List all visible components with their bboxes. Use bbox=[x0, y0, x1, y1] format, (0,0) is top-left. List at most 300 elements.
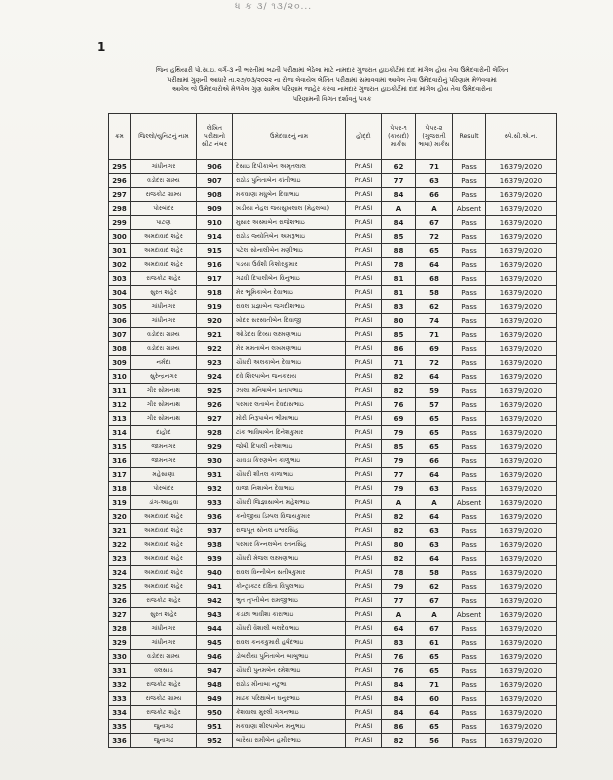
cell-district: અમદાવાદ શહેર bbox=[131, 510, 197, 524]
cell-no: 310 bbox=[109, 370, 131, 384]
cell-paper1: 78 bbox=[382, 566, 416, 580]
cell-no: 324 bbox=[109, 566, 131, 580]
cell-advt: 16379/2020 bbox=[486, 496, 557, 510]
table-row bbox=[109, 160, 557, 174]
table-row bbox=[109, 468, 557, 482]
cell-result: Pass bbox=[453, 552, 486, 566]
cell-result: Pass bbox=[453, 384, 486, 398]
cell-paper2: 61 bbox=[416, 636, 453, 650]
cell-district: રાજકોટ શહેર bbox=[131, 706, 197, 720]
cell-district: સુરેન્દ્રનગર bbox=[131, 370, 197, 384]
cell-post: Pr.ASI bbox=[346, 328, 382, 342]
cell-paper2: 71 bbox=[416, 328, 453, 342]
cell-paper1: 82 bbox=[382, 510, 416, 524]
cell-result: Pass bbox=[453, 328, 486, 342]
cell-post: Pr.ASI bbox=[346, 398, 382, 412]
cell-paper1: A bbox=[382, 496, 416, 510]
cell-result: Pass bbox=[453, 286, 486, 300]
cell-advt: 16379/2020 bbox=[486, 174, 557, 188]
cell-seat: 937 bbox=[197, 524, 233, 538]
cell-advt: 16379/2020 bbox=[486, 566, 557, 580]
cell-district: મહેસાણા bbox=[131, 468, 197, 482]
col-header-result: Result bbox=[453, 114, 486, 160]
cell-paper2: 64 bbox=[416, 552, 453, 566]
cell-district: રાજકોટ ગ્રામ્ય bbox=[131, 188, 197, 202]
cell-result: Pass bbox=[453, 692, 486, 706]
table-row bbox=[109, 216, 557, 230]
cell-name: કડછા ભાવીશા કારાભાઇ bbox=[233, 608, 346, 622]
cell-paper2: 60 bbox=[416, 692, 453, 706]
cell-post: Pr.ASI bbox=[346, 468, 382, 482]
cell-result: Pass bbox=[453, 524, 486, 538]
cell-paper2: 72 bbox=[416, 356, 453, 370]
table-row bbox=[109, 720, 557, 734]
cell-result: Pass bbox=[453, 566, 486, 580]
cell-post: Pr.ASI bbox=[346, 692, 382, 706]
cell-district: દાહોદ bbox=[131, 426, 197, 440]
table-row bbox=[109, 496, 557, 510]
header-line: પરીક્ષામાં ગુણની આધારે તા.૨૭/૦૩/૨૦૨૨ ના રોજ લેવાયેલ લેખિત પરીક્ષામાં સમાવવામાં આવેલ તેવા ઉમેદવારોનું પરિણામ મેળવવામાં bbox=[167, 75, 497, 84]
cell-no: 309 bbox=[109, 356, 131, 370]
cell-advt: 16379/2020 bbox=[486, 524, 557, 538]
cell-name: જોષી દિપાલી નરેશભાઇ bbox=[233, 440, 346, 454]
cell-paper1: 79 bbox=[382, 482, 416, 496]
header-line: આવેલ જે ઉમેદવારોએ મેળવેલ ગુણ સામેલ પરિણામ જાહેર કરવા નામદાર ગુજરાત હાઇકોર્ટમાં દાદ માંગેલ હોય તેવા ઉમેદવારોના bbox=[171, 85, 493, 93]
cell-paper1: 81 bbox=[382, 286, 416, 300]
cell-advt: 16379/2020 bbox=[486, 664, 557, 678]
cell-advt: 16379/2020 bbox=[486, 510, 557, 524]
table-row bbox=[109, 314, 557, 328]
cell-paper2: A bbox=[416, 202, 453, 216]
cell-seat: 941 bbox=[197, 580, 233, 594]
cell-no: 331 bbox=[109, 664, 131, 678]
results-table bbox=[108, 113, 557, 748]
table-row bbox=[109, 734, 557, 748]
cell-advt: 16379/2020 bbox=[486, 286, 557, 300]
cell-post: Pr.ASI bbox=[346, 300, 382, 314]
col-header-paper2: પેપર-૨ (ગુજરાતી ભાષા) માર્કસ bbox=[416, 114, 453, 160]
cell-result: Pass bbox=[453, 426, 486, 440]
cell-post: Pr.ASI bbox=[346, 202, 382, 216]
cell-post: Pr.ASI bbox=[346, 678, 382, 692]
cell-seat: 907 bbox=[197, 174, 233, 188]
cell-seat: 917 bbox=[197, 272, 233, 286]
cell-district: સુરત શહેર bbox=[131, 286, 197, 300]
cell-advt: 16379/2020 bbox=[486, 160, 557, 174]
cell-district: ગાંધીનગર bbox=[131, 636, 197, 650]
cell-advt: 16379/2020 bbox=[486, 412, 557, 426]
cell-post: Pr.ASI bbox=[346, 216, 382, 230]
cell-district: અમદાવાદ શહેર bbox=[131, 244, 197, 258]
cell-no: 304 bbox=[109, 286, 131, 300]
cell-no: 322 bbox=[109, 538, 131, 552]
cell-no: 300 bbox=[109, 230, 131, 244]
table-row bbox=[109, 622, 557, 636]
cell-post: Pr.ASI bbox=[346, 356, 382, 370]
table-row bbox=[109, 370, 557, 384]
table-row bbox=[109, 678, 557, 692]
cell-post: Pr.ASI bbox=[346, 496, 382, 510]
cell-seat: 921 bbox=[197, 328, 233, 342]
cell-name: ઓડેદરા દિવ્યા લક્ષ્મણભાઇ bbox=[233, 328, 346, 342]
cell-paper1: 86 bbox=[382, 720, 416, 734]
cell-advt: 16379/2020 bbox=[486, 538, 557, 552]
cell-paper1: 84 bbox=[382, 188, 416, 202]
cell-name: પરમાર કિન્નલબેન રતનસિંહ bbox=[233, 538, 346, 552]
table-row bbox=[109, 524, 557, 538]
cell-district: વડોદરા ગ્રામ્ય bbox=[131, 174, 197, 188]
col-header-no: ક્રમ bbox=[109, 114, 131, 160]
cell-advt: 16379/2020 bbox=[486, 342, 557, 356]
top-fragment: ધ ક ૩/ ૧૩/૨૦... bbox=[235, 2, 313, 12]
table-row bbox=[109, 454, 557, 468]
cell-post: Pr.ASI bbox=[346, 594, 382, 608]
cell-paper2: 67 bbox=[416, 216, 453, 230]
cell-no: 305 bbox=[109, 300, 131, 314]
cell-paper1: 77 bbox=[382, 174, 416, 188]
cell-name: ડોબરીયા પુનિતાબેન બાબુભાઇ bbox=[233, 650, 346, 664]
cell-advt: 16379/2020 bbox=[486, 244, 557, 258]
cell-advt: 16379/2020 bbox=[486, 356, 557, 370]
cell-paper2: 63 bbox=[416, 524, 453, 538]
cell-paper2: 65 bbox=[416, 244, 453, 258]
cell-paper1: 69 bbox=[382, 412, 416, 426]
cell-result: Pass bbox=[453, 580, 486, 594]
cell-post: Pr.ASI bbox=[346, 188, 382, 202]
cell-paper1: 84 bbox=[382, 692, 416, 706]
cell-paper2: 63 bbox=[416, 538, 453, 552]
cell-seat: 945 bbox=[197, 636, 233, 650]
cell-paper1: 84 bbox=[382, 216, 416, 230]
cell-paper2: 57 bbox=[416, 398, 453, 412]
cell-paper2: A bbox=[416, 608, 453, 622]
cell-advt: 16379/2020 bbox=[486, 384, 557, 398]
cell-result: Pass bbox=[453, 454, 486, 468]
cell-district: ગાંધીનગર bbox=[131, 622, 197, 636]
cell-paper1: 82 bbox=[382, 384, 416, 398]
cell-paper2: 64 bbox=[416, 468, 453, 482]
cell-advt: 16379/2020 bbox=[486, 258, 557, 272]
cell-name: પરમાર લતાબેન દેવદાસભાઇ bbox=[233, 398, 346, 412]
cell-result: Pass bbox=[453, 412, 486, 426]
cell-no: 334 bbox=[109, 706, 131, 720]
cell-post: Pr.ASI bbox=[346, 538, 382, 552]
cell-name: ચૌધરી વૈશાલી બલદેવભાઇ bbox=[233, 622, 346, 636]
page-mark: 1 bbox=[97, 40, 106, 54]
cell-seat: 948 bbox=[197, 678, 233, 692]
cell-result: Pass bbox=[453, 734, 486, 748]
cell-seat: 908 bbox=[197, 188, 233, 202]
cell-seat: 928 bbox=[197, 426, 233, 440]
cell-paper1: 64 bbox=[382, 622, 416, 636]
cell-paper2: 66 bbox=[416, 188, 453, 202]
cell-post: Pr.ASI bbox=[346, 734, 382, 748]
table-row bbox=[109, 384, 557, 398]
header-line: જિન હથિયારી પો.સ.ઇ. વર્ગ-૩ ની ભરતીમાં બઢતી પરીક્ષામાં બેઠેલા માટે નામદાર ગુજરાત હાઇકોર્ટમાં દાદ માંગેલ હોય તેવા ઉમેદવારોની લેખિત bbox=[155, 66, 509, 74]
cell-name: પટેલ સોનાલીબેન મણીભાઇ bbox=[233, 244, 346, 258]
cell-paper1: 79 bbox=[382, 426, 416, 440]
cell-result: Pass bbox=[453, 720, 486, 734]
cell-name: મેર ભૂમિકાબેન દેવાભાઇ bbox=[233, 286, 346, 300]
cell-no: 295 bbox=[109, 160, 131, 174]
cell-district: ગીર સોમનાથ bbox=[131, 398, 197, 412]
cell-no: 325 bbox=[109, 580, 131, 594]
cell-paper1: 78 bbox=[382, 258, 416, 272]
cell-advt: 16379/2020 bbox=[486, 482, 557, 496]
cell-seat: 919 bbox=[197, 300, 233, 314]
table-row bbox=[109, 286, 557, 300]
cell-paper1: 82 bbox=[382, 524, 416, 538]
cell-paper2: 65 bbox=[416, 720, 453, 734]
cell-seat: 946 bbox=[197, 650, 233, 664]
cell-paper2: 64 bbox=[416, 510, 453, 524]
cell-paper2: 68 bbox=[416, 272, 453, 286]
cell-paper1: 82 bbox=[382, 552, 416, 566]
cell-seat: 943 bbox=[197, 608, 233, 622]
cell-post: Pr.ASI bbox=[346, 160, 382, 174]
cell-advt: 16379/2020 bbox=[486, 552, 557, 566]
cell-district: અમદાવાદ શહેર bbox=[131, 538, 197, 552]
cell-seat: 950 bbox=[197, 706, 233, 720]
cell-paper2: 65 bbox=[416, 650, 453, 664]
cell-result: Pass bbox=[453, 440, 486, 454]
cell-advt: 16379/2020 bbox=[486, 398, 557, 412]
cell-result: Pass bbox=[453, 482, 486, 496]
cell-seat: 949 bbox=[197, 692, 233, 706]
cell-post: Pr.ASI bbox=[346, 244, 382, 258]
cell-result: Pass bbox=[453, 300, 486, 314]
cell-name: માઢક પરિક્ષાબેન ઘનુરભાઇ bbox=[233, 692, 346, 706]
cell-seat: 951 bbox=[197, 720, 233, 734]
cell-paper2: 56 bbox=[416, 734, 453, 748]
cell-paper1: 85 bbox=[382, 440, 416, 454]
table-row bbox=[109, 202, 557, 216]
cell-paper1: 83 bbox=[382, 636, 416, 650]
cell-result: Pass bbox=[453, 272, 486, 286]
table-row bbox=[109, 426, 557, 440]
col-header-post: હોદ્દો bbox=[346, 114, 382, 160]
cell-paper2: 72 bbox=[416, 230, 453, 244]
cell-post: Pr.ASI bbox=[346, 286, 382, 300]
cell-no: 311 bbox=[109, 384, 131, 398]
cell-name: ટાંક ભાવિષાબેન દિનેશકુમાર bbox=[233, 426, 346, 440]
col-header-seat: લેખિત પરીક્ષાનો સીટ નંબર bbox=[197, 114, 233, 160]
cell-no: 329 bbox=[109, 636, 131, 650]
cell-advt: 16379/2020 bbox=[486, 426, 557, 440]
cell-no: 313 bbox=[109, 412, 131, 426]
cell-district: જામનગર bbox=[131, 454, 197, 468]
cell-paper1: 81 bbox=[382, 272, 416, 286]
cell-no: 298 bbox=[109, 202, 131, 216]
cell-name: કોન્ટ્રાક્ટર દક્ષિતા વિપુલભાઇ bbox=[233, 580, 346, 594]
cell-advt: 16379/2020 bbox=[486, 328, 557, 342]
table-row bbox=[109, 538, 557, 552]
cell-post: Pr.ASI bbox=[346, 314, 382, 328]
cell-post: Pr.ASI bbox=[346, 482, 382, 496]
cell-name: મોરી નિરૂપાબેન ભીમાભાઇ bbox=[233, 412, 346, 426]
col-header-advt: સ્પે.સી.એ.ન. bbox=[486, 114, 557, 160]
cell-paper1: 85 bbox=[382, 230, 416, 244]
cell-paper2: 65 bbox=[416, 426, 453, 440]
cell-paper2: 64 bbox=[416, 706, 453, 720]
cell-advt: 16379/2020 bbox=[486, 636, 557, 650]
cell-seat: 939 bbox=[197, 552, 233, 566]
cell-paper1: 77 bbox=[382, 468, 416, 482]
cell-paper1: 85 bbox=[382, 328, 416, 342]
cell-paper2: 67 bbox=[416, 594, 453, 608]
cell-district: ગાંધીનગર bbox=[131, 300, 197, 314]
cell-no: 308 bbox=[109, 342, 131, 356]
cell-post: Pr.ASI bbox=[346, 370, 382, 384]
cell-result: Pass bbox=[453, 342, 486, 356]
cell-paper2: 62 bbox=[416, 300, 453, 314]
cell-paper1: 76 bbox=[382, 398, 416, 412]
cell-name: મકવાણા મધુબેન દિવાભાઇ bbox=[233, 188, 346, 202]
cell-post: Pr.ASI bbox=[346, 552, 382, 566]
cell-name: ખડીયા નેહલ જયસુખલાલ (મેહલબા) bbox=[233, 202, 346, 216]
col-header-district: જિલ્લો/યુનિટનું નામ bbox=[131, 114, 197, 160]
cell-paper2: 65 bbox=[416, 412, 453, 426]
table-row bbox=[109, 412, 557, 426]
cell-paper2: 67 bbox=[416, 622, 453, 636]
cell-seat: 918 bbox=[197, 286, 233, 300]
cell-advt: 16379/2020 bbox=[486, 622, 557, 636]
cell-paper1: 88 bbox=[382, 244, 416, 258]
cell-name: ચૌધરી પુનમબેન રમેશભાઇ bbox=[233, 664, 346, 678]
cell-result: Pass bbox=[453, 216, 486, 230]
col-header-paper1: પેપર-૧ (કાયદો) માર્કસ bbox=[382, 114, 416, 160]
cell-paper1: A bbox=[382, 202, 416, 216]
cell-no: 312 bbox=[109, 398, 131, 412]
cell-result: Pass bbox=[453, 678, 486, 692]
cell-paper1: 71 bbox=[382, 356, 416, 370]
cell-advt: 16379/2020 bbox=[486, 706, 557, 720]
cell-paper2: 63 bbox=[416, 174, 453, 188]
table-row bbox=[109, 482, 557, 496]
cell-seat: 925 bbox=[197, 384, 233, 398]
cell-name: બારૈયા રામીબેન હમીરભાઇ bbox=[233, 734, 346, 748]
cell-name: કનોજીયા ડિમ્પલ વિજયકુમાર bbox=[233, 510, 346, 524]
cell-post: Pr.ASI bbox=[346, 174, 382, 188]
cell-no: 320 bbox=[109, 510, 131, 524]
cell-paper1: 77 bbox=[382, 594, 416, 608]
cell-paper2: 64 bbox=[416, 370, 453, 384]
cell-name: દેસાઇ દિપીકાબેન અમૃતલાલ bbox=[233, 160, 346, 174]
cell-district: ગાંધીનગર bbox=[131, 160, 197, 174]
table-row bbox=[109, 664, 557, 678]
cell-result: Pass bbox=[453, 230, 486, 244]
cell-district: અમદાવાદ શહેર bbox=[131, 230, 197, 244]
cell-paper2: 63 bbox=[416, 482, 453, 496]
cell-district: અમદાવાદ શહેર bbox=[131, 580, 197, 594]
cell-paper2: 71 bbox=[416, 678, 453, 692]
cell-seat: 927 bbox=[197, 412, 233, 426]
cell-district: પાટણ bbox=[131, 216, 197, 230]
cell-paper2: 65 bbox=[416, 440, 453, 454]
cell-result: Pass bbox=[453, 174, 486, 188]
cell-advt: 16379/2020 bbox=[486, 300, 557, 314]
cell-result: Absent bbox=[453, 202, 486, 216]
cell-seat: 930 bbox=[197, 454, 233, 468]
cell-seat: 938 bbox=[197, 538, 233, 552]
cell-result: Pass bbox=[453, 398, 486, 412]
cell-district: રાજકોટ શહેર bbox=[131, 678, 197, 692]
cell-post: Pr.ASI bbox=[346, 510, 382, 524]
cell-post: Pr.ASI bbox=[346, 454, 382, 468]
cell-post: Pr.ASI bbox=[346, 664, 382, 678]
cell-paper2: 62 bbox=[416, 580, 453, 594]
cell-paper1: 76 bbox=[382, 650, 416, 664]
cell-post: Pr.ASI bbox=[346, 258, 382, 272]
table-row bbox=[109, 636, 557, 650]
table-row bbox=[109, 510, 557, 524]
cell-paper1: 84 bbox=[382, 678, 416, 692]
cell-post: Pr.ASI bbox=[346, 342, 382, 356]
table-row bbox=[109, 440, 557, 454]
cell-district: ગાંધીનગર bbox=[131, 314, 197, 328]
table-row bbox=[109, 398, 557, 412]
cell-post: Pr.ASI bbox=[346, 272, 382, 286]
cell-no: 317 bbox=[109, 468, 131, 482]
cell-no: 328 bbox=[109, 622, 131, 636]
cell-seat: 936 bbox=[197, 510, 233, 524]
cell-name: દવે શિલ્પાબેન જનકરાય bbox=[233, 370, 346, 384]
cell-district: જુનાગઢ bbox=[131, 734, 197, 748]
cell-paper1: 79 bbox=[382, 454, 416, 468]
table-row bbox=[109, 300, 557, 314]
cell-post: Pr.ASI bbox=[346, 384, 382, 398]
cell-seat: 952 bbox=[197, 734, 233, 748]
table-row bbox=[109, 566, 557, 580]
cell-post: Pr.ASI bbox=[346, 524, 382, 538]
cell-seat: 932 bbox=[197, 482, 233, 496]
cell-seat: 910 bbox=[197, 216, 233, 230]
cell-result: Pass bbox=[453, 650, 486, 664]
cell-seat: 929 bbox=[197, 440, 233, 454]
table-row bbox=[109, 244, 557, 258]
cell-paper2: A bbox=[416, 496, 453, 510]
cell-name: રાવલ વિન્નીબેન સતીષકુમાર bbox=[233, 566, 346, 580]
cell-post: Pr.ASI bbox=[346, 412, 382, 426]
cell-advt: 16379/2020 bbox=[486, 580, 557, 594]
cell-no: 303 bbox=[109, 272, 131, 286]
table-row bbox=[109, 328, 557, 342]
cell-name: ચૌધરી મેજલ લક્ષ્મણભાઇ bbox=[233, 552, 346, 566]
cell-paper1: 84 bbox=[382, 706, 416, 720]
cell-advt: 16379/2020 bbox=[486, 468, 557, 482]
cell-no: 315 bbox=[109, 440, 131, 454]
cell-post: Pr.ASI bbox=[346, 636, 382, 650]
cell-district: સુરત શહેર bbox=[131, 608, 197, 622]
cell-name: પડયા ઉર્વશી કિશોરકુમાર bbox=[233, 258, 346, 272]
cell-advt: 16379/2020 bbox=[486, 216, 557, 230]
cell-no: 306 bbox=[109, 314, 131, 328]
cell-district: પોરબંદર bbox=[131, 202, 197, 216]
cell-result: Pass bbox=[453, 468, 486, 482]
table-row bbox=[109, 174, 557, 188]
table-row bbox=[109, 650, 557, 664]
cell-seat: 933 bbox=[197, 496, 233, 510]
cell-seat: 922 bbox=[197, 342, 233, 356]
cell-seat: 923 bbox=[197, 356, 233, 370]
cell-district: ગીર સોમનાથ bbox=[131, 412, 197, 426]
cell-result: Pass bbox=[453, 510, 486, 524]
cell-no: 333 bbox=[109, 692, 131, 706]
cell-no: 330 bbox=[109, 650, 131, 664]
cell-post: Pr.ASI bbox=[346, 230, 382, 244]
cell-name: ચાવડા કિરણબેન કાળુભાઇ bbox=[233, 454, 346, 468]
table-row bbox=[109, 272, 557, 286]
